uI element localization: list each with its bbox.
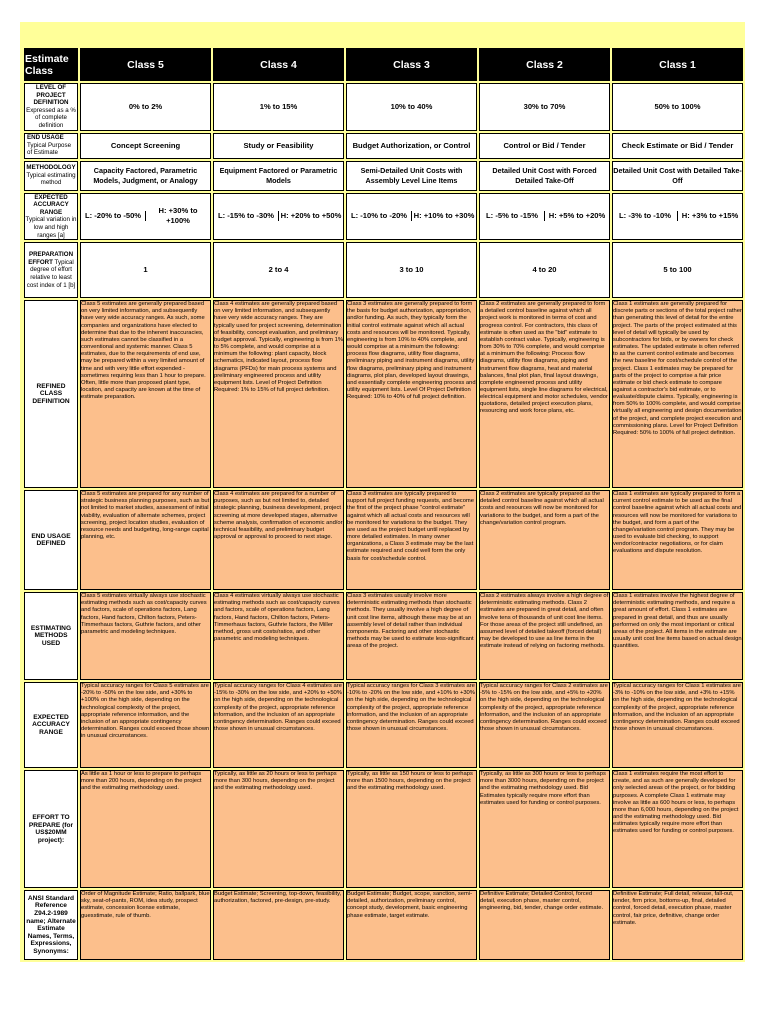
table-cell xyxy=(346,193,477,241)
table-cell: Equipment Factored or Parametric Models xyxy=(213,161,344,191)
row-label-sub: Typical Purpose of Estimate xyxy=(27,141,72,157)
row-label xyxy=(24,161,78,191)
table-cell: Detailed Unit Cost with Detailed Take-Off xyxy=(612,161,743,191)
row-methodology xyxy=(24,161,743,191)
accuracy-low: L: -3% to -10% xyxy=(613,211,678,221)
table-cell: Typically, as little as 150 hours or less to perhaps more than 1500 hours, depending on the project and the estimating methodology used. xyxy=(346,770,477,888)
table-cell xyxy=(612,193,743,241)
table-cell: Capacity Factored, Parametric Models, Judgment, or Analogy xyxy=(80,161,211,191)
table-cell: Class 2 estimates are generally prepared to form a detailed control baseline against which all project work is monitored in terms of cost and progress control. For contractors, this class of estimate is often used as the "bid" estimate to establish contract value. Typically, engineering is from 30% to 70% complete, and would comprise at a minimum the following: Process flow diagrams, utility flow diagrams, piping and instrument flow diagrams, heat and material balances, final plot plan, final layout drawings, complete engineered process and utility equipment lists, single line diagrams for electrical, electrical equipment and motor schedules, vendor quotations, detailed project execution plans, resourcing and work force plans, etc. xyxy=(479,300,610,488)
table-cell: Class 1 estimates are generally prepared for discrete parts or sections of the total project rather than generating this level of detail for the entire project. The parts of the project estimated at this level of detail will typically be used by subcontractors for bids, or by owners for check estimates. The updated estimate is often referred to as the current control estimate and becomes the new baseline for cost/schedule control of the project. Class 1 estimates may be prepared for parts of the project to comprise a fair price estimate or bid check estimate to compare against a contractor's bid estimate, or to evaluate/dispute claims. Typically, engineering is from 50% to 100% complete, and would comprise virtually all engineering and design documentation of the project, and complete project execution and commissioning plans. Level for Project Definition Required: 50% to 100% of full project definition. xyxy=(612,300,743,488)
row-accuracy xyxy=(24,193,743,241)
accuracy-low: L: -5% to -15% xyxy=(480,211,545,221)
table-cell: Budget Estimate; Screening, top-down, feasibility, authorization, factored, pre-design, pre-study. xyxy=(213,890,344,960)
row-label xyxy=(24,770,78,888)
table-cell xyxy=(80,193,211,241)
table-cell: Class 3 estimates are typically prepared to support full project funding requests, and become the first of the project phase "control estimate" against which all actual costs and resources will be monitored for variations to the budget. They are used as the project budget until replaced by more detailed estimates. In many owner organizations, a Class 3 estimate may be the last estimate required and could well form the only basis for cost/schedule control. xyxy=(346,490,477,590)
accuracy-high: H: +5% to +20% xyxy=(548,211,606,221)
row-label xyxy=(24,592,78,680)
row-label xyxy=(24,242,78,298)
table-cell: Class 2 estimates are typically prepared as the detailed control baseline against which all actual costs and resources will now be monitored for variations to the budget, and form a part of the change/variation control program. xyxy=(479,490,610,590)
table-cell: Class 5 estimates virtually always use stochastic estimating methods such as cost/capacity curves and factors, scale of operations factors, Lang factors, Hand factors, Chilton factors, Peters-Timmerhaus factors, Guthrie factors, and other parametric and modeling techniques. xyxy=(80,592,211,680)
header-class-1: Class 1 xyxy=(612,48,743,81)
row-label xyxy=(24,300,78,488)
row-label xyxy=(24,890,78,960)
accuracy-low: L: -20% to -50% xyxy=(81,211,146,221)
row-label-bold: END USAGE xyxy=(27,134,64,142)
row-label-sub: Typical estimating method xyxy=(26,171,76,187)
table-cell: Budget Authorization, or Control xyxy=(346,133,477,159)
table-cell: Class 4 estimates are prepared for a number of purposes, such as but not limited to, detailed strategic planning, business development, project screening at more developed stages, alternative scheme analysis, confirmation of economic and/or technical feasibility, and preliminary budget approval or approval to proceed to next stage. xyxy=(213,490,344,590)
table-cell: Check Estimate or Bid / Tender xyxy=(612,133,743,159)
table-cell: Typical accuracy ranges for Class 1 estimates are -3% to -10% on the low side, and +3% to +15% on the high side, depending on the technological complexity of the project, appropriate reference information, and the inclusion of an appropriate contingency determination. Ranges could exceed those shown in unusual circumstances. xyxy=(612,682,743,768)
header-row xyxy=(24,48,743,81)
table-cell: Budget Estimate; Budget, scope, sanction, semi-detailed, authorization, preliminary control, concept study, development, basic engineering phase estimate, target estimate. xyxy=(346,890,477,960)
table-cell: Study or Feasibility xyxy=(213,133,344,159)
row-label xyxy=(24,83,78,131)
table-cell: Concept Screening xyxy=(80,133,211,159)
row-expected-accuracy-range xyxy=(24,682,743,768)
table-cell: Typical accuracy ranges for Class 4 estimates are -15% to -30% on the low side, and +20% to +50% on the high side, depending on the technological complexity of the project, appropriate reference information, and the inclusion of an appropriate contingency determination. Ranges could exceed those shown in unusual circumstances. xyxy=(213,682,344,768)
header-class-3: Class 3 xyxy=(346,48,477,81)
table-cell: Typical accuracy ranges for Class 5 estimates are -20% to -50% on the low side, and +30% to +100% on the high side, depending on the technological complexity of the project, appropriate reference information, and the inclusion of an appropriate contingency determination. Ranges could exceed those shown in unusual circumstances. xyxy=(80,682,211,768)
table-cell: 3 to 10 xyxy=(346,242,477,298)
table-cell: 50% to 100% xyxy=(612,83,743,131)
table-cell: As little as 1 hour or less to prepare to perhaps more than 200 hours, depending on the project and the estimating methodology used. xyxy=(80,770,211,888)
header-corner: Estimate Class xyxy=(24,48,78,81)
table-cell: Class 4 estimates are generally prepared based on very limited information, and subsequently have very wide accuracy ranges. They are typically used for project screening, determination of feasibility, concept evaluation, and preliminary budget approval. Typically, engineering is from 1% to 5% complete, and would comprise at a minimum the following: plant capacity, block schematics, indicated layout, process flow diagrams (PFDs) for main process systems and preliminary engineered process and utility equipment lists. Level of Project Definition Required: 1% to 15% of full project definition. xyxy=(213,300,344,488)
table-cell xyxy=(479,193,610,241)
accuracy-high: H: +20% to +50% xyxy=(280,211,342,221)
row-label-text: EXPECTED ACCURACY RANGE xyxy=(32,713,70,736)
row-label-text: REFINED CLASS DEFINITION xyxy=(32,382,70,405)
row-label-text: ANSI Standard Reference Z94.2-1989 name; Alternate Estimate Names, Terms, Expressions, Synonyms: xyxy=(26,894,76,955)
table-cell: 2 to 4 xyxy=(213,242,344,298)
row-label-bold: LEVEL OF PROJECT DEFINITION xyxy=(33,84,69,107)
accuracy-high: H: +3% to +15% xyxy=(681,211,739,221)
header-class-2: Class 2 xyxy=(479,48,610,81)
accuracy-low: L: -10% to -20% xyxy=(347,211,412,221)
table-cell: 0% to 2% xyxy=(80,83,211,131)
row-label-text: ESTIMATING METHODS USED xyxy=(30,624,72,647)
table-cell: Semi-Detailed Unit Costs with Assembly Level Line Items xyxy=(346,161,477,191)
table-cell: Typical accuracy ranges for Class 3 estimates are -10% to -20% on the low side, and +10% to +30% on the high side, depending on the technological complexity of the project, appropriate reference information, and the inclusion of an appropriate contingency determination. Ranges could exceed those shown in unusual circumstances. xyxy=(346,682,477,768)
row-label xyxy=(24,133,78,159)
row-project-definition xyxy=(24,83,743,131)
table-cell: Detailed Unit Cost with Forced Detailed Take-Off xyxy=(479,161,610,191)
accuracy-low: L: -15% to -30% xyxy=(214,211,279,221)
table-cell: Class 1 estimates require the most effort to create, and as such are generally developed for only selected areas of the project, or for bidding purposes. A complete Class 1 estimate may involve as little as 600 hours or less, to perhaps more than 6,000 hours, depending on the project and the estimating methodology used. Bid estimates typically require more effort than estimates used for funding or control purposes. xyxy=(612,770,743,888)
row-label xyxy=(24,193,78,241)
table-cell: Order of Magnitude Estimate; Ratio, ballpark, blue sky, seat-of-pants, ROM, idea study, prospect estimate, concession license estimate, guesstimate, rule of thumb. xyxy=(80,890,211,960)
row-label xyxy=(24,682,78,768)
row-estimating-methods xyxy=(24,592,743,680)
table-cell: Typically, as little as 300 hours or less to perhaps more than 3000 hours, depending on the project and the estimating methodology used. Bid Estimates typically require more effort than estimates used for funding or control purposes. xyxy=(479,770,610,888)
table-cell: Class 3 estimates usually involve more deterministic estimating methods than stochastic methods. They usually involve a high degree of unit cost line items, although these may be at an assembly level of detail rather than individual components. Factoring and other stochastic methods may be used to estimate less-significant areas of the project. xyxy=(346,592,477,680)
table-cell: 30% to 70% xyxy=(479,83,610,131)
row-effort-to-prepare xyxy=(24,770,743,888)
table-cell: 5 to 100 xyxy=(612,242,743,298)
table-cell: 1 xyxy=(80,242,211,298)
table-cell: Typically, as little as 20 hours or less to perhaps more than 300 hours, depending on the project and the estimating methodology used. xyxy=(213,770,344,888)
row-end-usage xyxy=(24,133,743,159)
row-label-sub: Typical variation in low and high ranges [a] xyxy=(25,216,77,239)
row-ansi-reference xyxy=(24,890,743,960)
row-label-text: EFFORT TO PREPARE (for US$20MM project): xyxy=(28,813,74,844)
row-preparation-effort xyxy=(24,242,743,298)
table-cell: Class 1 estimates are typically prepared to form a current control estimate to be used as the final control baseline against which all actual costs and resources will now be monitored for variations to the budget, and form a part of the change/variation control program. They may be used to evaluate bid checking, to support vendor/contractor negotiations, or for claim evaluations and dispute resolution. xyxy=(612,490,743,590)
row-label-bold: PREPARATION EFFORT xyxy=(28,251,74,266)
table-cell: Class 4 estimates virtually always use stochastic estimating methods such as cost/capacity curves and factors, scale of operations factors, Lang factors, Hand factors, Chilton factors, Peters-Timmerhaus factors, Guthrie factors, the Miller method, gross unit costs/ratios, and other parametric and modeling techniques. xyxy=(213,592,344,680)
accuracy-high: H: +10% to +30% xyxy=(413,211,475,221)
row-end-usage-defined xyxy=(24,490,743,590)
table-cell: Class 1 estimates involve the highest degree of deterministic estimating methods, and require a great amount of effort. Class 1 estimates are prepared in great detail, and thus are usually performed on only the most important or critical areas of the project. All items in the estimate are usually unit cost line items based on actual design quantities. xyxy=(612,592,743,680)
estimate-class-matrix xyxy=(22,46,745,962)
row-label-bold: EXPECTED ACCURACY RANGE xyxy=(33,193,69,216)
table-cell: 10% to 40% xyxy=(346,83,477,131)
table-cell: 4 to 20 xyxy=(479,242,610,298)
table-cell: Class 3 estimates are generally prepared to form the basis for budget authorization, appropriation, and/or funding. As such, they typically form the initial control estimate against which all actual costs and resources will be monitored. Typically, engineering is from 10% to 40% complete, and would comprise at a minimum the following: process flow diagrams, utility flow diagrams, preliminary piping and instrument diagrams, utility flow diagrams, preliminary piping and instrument diagrams, plot plan, developed layout drawings, and essentially complete engineering process and utility equipment lists. Level Of Project Definition Required: 10% to 40% of full project definition. xyxy=(346,300,477,488)
table-cell: Class 5 estimates are generally prepared based on very limited information, and subsequently have very wide accuracy ranges. As such, some companies and organizations have elected to determine that due to the inherent inaccuracies, such estimates cannot be classified in a conventional and systemic manner. Class 5 estimates, due to the requirements of end use, may be prepared within a very limited amount of time and with very little effort expended - sometimes requiring less than 1 hour to prepare. Often, little more than proposed plant type, location, and capacity are known at the time of estimate preparation. xyxy=(80,300,211,488)
table-cell: Definitive Estimate; Full detail, release, fall-out, tender, firm price, bottoms-up, final, detailed control, forced detail, execution phase, master control, fair price, definitive, change order estimate. xyxy=(612,890,743,960)
table-cell: Class 2 estimates always involve a high degree of deterministic estimating methods. Class 2 estimates are prepared in great detail, and often involve tens of thousands of unit cost line items. For those areas of the project still undefined, an assumed level of detailed takeoff (forced detail) may be developed to use as line items in the estimate instead of relying on factoring methods. xyxy=(479,592,610,680)
accuracy-high: H: +30% to +100% xyxy=(158,206,198,226)
row-refined-class-definition xyxy=(24,300,743,488)
header-class-5: Class 5 xyxy=(80,48,211,81)
row-label-bold: METHODOLOGY xyxy=(26,164,76,172)
row-label-text: END USAGE DEFINED xyxy=(31,532,71,548)
table-cell: Typical accuracy ranges for Class 2 estimates are -5% to -15% on the low side, and +5% to +20% on the high side, depending on the technological complexity of the project, appropriate reference information, and the inclusion of an appropriate contingency determination. Ranges could exceed those shown in unusual circumstances. xyxy=(479,682,610,768)
row-label-sub: Expressed as a % of complete definition xyxy=(26,106,76,129)
table-cell: Control or Bid / Tender xyxy=(479,133,610,159)
table-cell xyxy=(213,193,344,241)
header-class-4: Class 4 xyxy=(213,48,344,81)
table-cell: 1% to 15% xyxy=(213,83,344,131)
row-label-sub: Typical degree of effort relative to least cost index of 1 [b] xyxy=(26,258,76,289)
row-label xyxy=(24,490,78,590)
table-cell: Definitive Estimate; Detailed Control, forced detail, execution phase, master control, engineering, bid, tender, change order estimate. xyxy=(479,890,610,960)
table-cell: Class 5 estimates are prepared for any number of strategic business planning purposes, such as but not limited to market studies, assessment of initial viability, evaluation of alternate schemes, project screening, project location studies, evaluation of resource needs and budgeting, long-range capital planning, etc. xyxy=(80,490,211,590)
